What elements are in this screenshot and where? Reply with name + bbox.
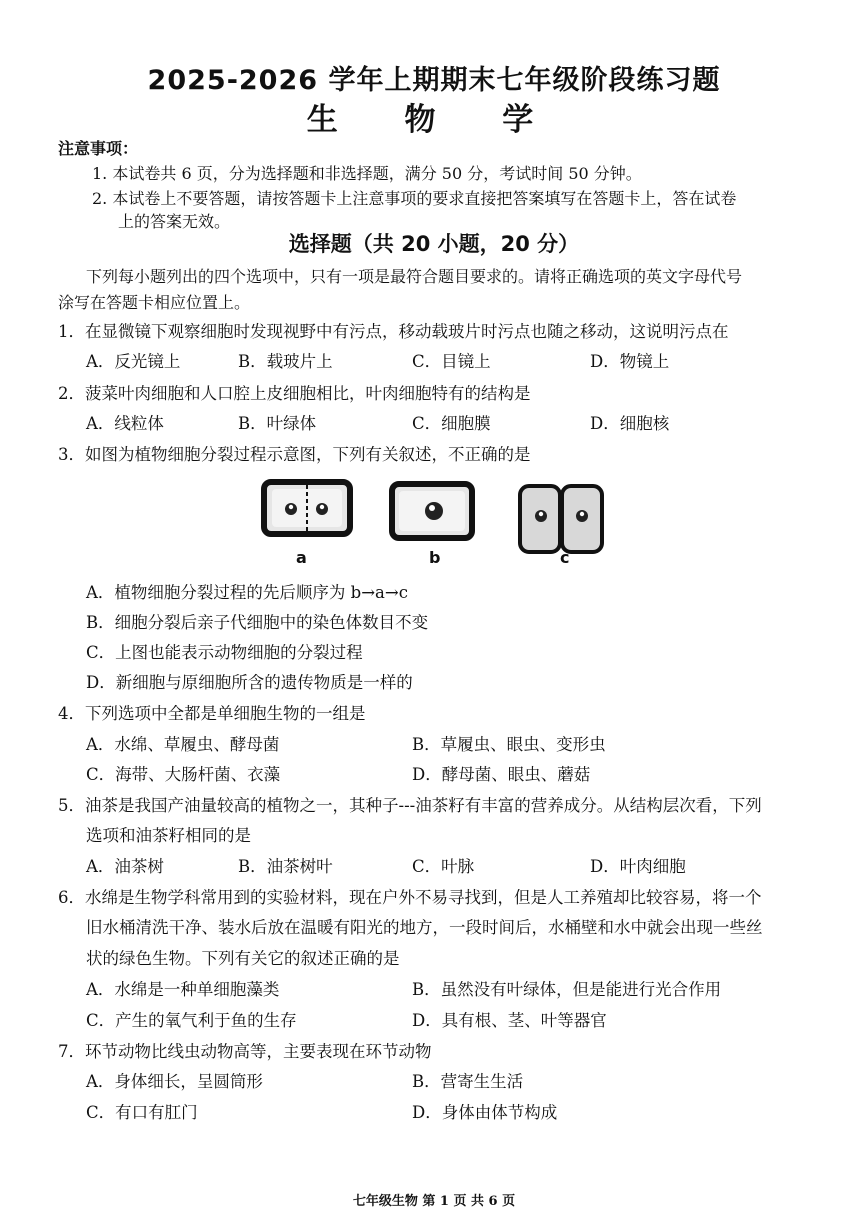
- question-4-option-c: C．海带、大肠杆菌、衣藻: [86, 765, 281, 784]
- cell-b-diagram: [392, 484, 472, 538]
- question-6-option-d: D．具有根、茎、叶等器官: [412, 1011, 607, 1030]
- question-3-option-b: B．细胞分裂后亲子代细胞中的染色体数目不变: [86, 613, 429, 632]
- cell-a-diagram: [264, 482, 350, 534]
- question-2-option-a: A．线粒体: [86, 414, 164, 433]
- question-7-option-a: A．身体细长，呈圆筒形: [86, 1072, 263, 1091]
- question-1-stem: 1．在显微镜下观察细胞时发现视野中有污点，移动载玻片时污点也随之移动，这说明污点在: [58, 322, 729, 341]
- section-title: 选择题（共 20 小题，20 分）: [288, 232, 580, 256]
- question-6-stem: 旧水桶清洗干净、装水后放在温暖有阳光的地方，一段时间后，水桶壁和水中就会出现一些丝: [86, 918, 763, 937]
- question-7-option-b: B．营寄生生活: [412, 1072, 524, 1091]
- question-7-option-c: C．有口有肛门: [86, 1103, 198, 1122]
- notice-item: 上的答案无效。: [118, 212, 231, 231]
- question-1-option-a: A．反光镜上: [86, 352, 181, 371]
- question-6-stem: 状的绿色生物。下列有关它的叙述正确的是: [86, 949, 400, 968]
- question-3-stem: 3．如图为植物细胞分裂过程示意图，下列有关叙述，不正确的是: [58, 445, 531, 464]
- question-4-option-a: A．水绵、草履虫、酵母菌: [86, 735, 280, 754]
- question-6-option-b: B．虽然没有叶绿体，但是能进行光合作用: [412, 980, 722, 999]
- question-4-option-d: D．酵母菌、眼虫、蘑菇: [412, 765, 591, 784]
- figure-label-a: a: [296, 548, 307, 567]
- question-6-stem: 6．水绵是生物学科常用到的实验材料，现在户外不易寻找到，但是人工养殖却比较容易，将一个: [58, 888, 762, 907]
- notice-item: 2. 本试卷上不要答题，请按答题卡上注意事项的要求直接把答案填写在答题卡上，答在试卷: [92, 189, 737, 208]
- question-4-stem: 4．下列选项中全都是单细胞生物的一组是: [58, 704, 366, 723]
- question-1-option-b: B．载玻片上: [238, 352, 333, 371]
- question-5-option-b: B．油茶树叶: [238, 857, 333, 876]
- notice-item: 1. 本试卷共 6 页，分为选择题和非选择题，满分 50 分，考试时间 50 分钟。: [92, 164, 642, 183]
- question-5-stem: 5．油茶是我国产油量较高的植物之一，其种子---油茶籽有丰富的营养成分。从结构层次看，下列: [58, 796, 762, 815]
- question-2-option-d: D．细胞核: [590, 414, 670, 433]
- question-6-option-a: A．水绵是一种单细胞藻类: [86, 980, 280, 999]
- question-7-option-d: D．身体由体节构成: [412, 1103, 558, 1122]
- figure-label-c: c: [560, 548, 570, 567]
- page-footer: 七年级生物 第 1 页 共 6 页: [352, 1194, 516, 1209]
- exam-subject: 生 物 学: [306, 102, 562, 138]
- section-intro: 下列每小题列出的四个选项中，只有一项是最符合题目要求的。请将正确选项的英文字母代号: [86, 267, 743, 286]
- exam-title: 2025-2026 学年上期期末七年级阶段练习题: [147, 65, 721, 96]
- question-5-option-d: D．叶肉细胞: [590, 857, 686, 876]
- question-3-option-c: C．上图也能表示动物细胞的分裂过程: [86, 643, 363, 662]
- question-2-stem: 2．菠菜叶肉细胞和人口腔上皮细胞相比，叶肉细胞特有的结构是: [58, 384, 531, 403]
- question-5-stem: 选项和油茶籽相同的是: [86, 826, 251, 845]
- figure-label-b: b: [429, 548, 441, 567]
- notice-heading: 注意事项：: [58, 139, 139, 158]
- question-5-option-a: A．油茶树: [86, 857, 164, 876]
- question-6-option-c: C．产生的氧气利于鱼的生存: [86, 1011, 297, 1030]
- question-2-option-b: B．叶绿体: [238, 414, 317, 433]
- question-3-option-a: A．植物细胞分裂过程的先后顺序为 b→a→c: [86, 583, 408, 602]
- question-5-option-c: C．叶脉: [412, 857, 475, 876]
- question-4-option-b: B．草履虫、眼虫、变形虫: [412, 735, 606, 754]
- section-intro: 涂写在答题卡相应位置上。: [58, 293, 251, 312]
- cell-c-diagram: [520, 486, 602, 552]
- question-3-option-d: D．新细胞与原细胞所含的遗传物质是一样的: [86, 673, 413, 692]
- question-2-option-c: C．细胞膜: [412, 414, 491, 433]
- question-1-option-c: C．目镜上: [412, 352, 491, 371]
- question-7-stem: 7．环节动物比线虫动物高等，主要表现在环节动物: [58, 1042, 432, 1061]
- question-1-option-d: D．物镜上: [590, 352, 670, 371]
